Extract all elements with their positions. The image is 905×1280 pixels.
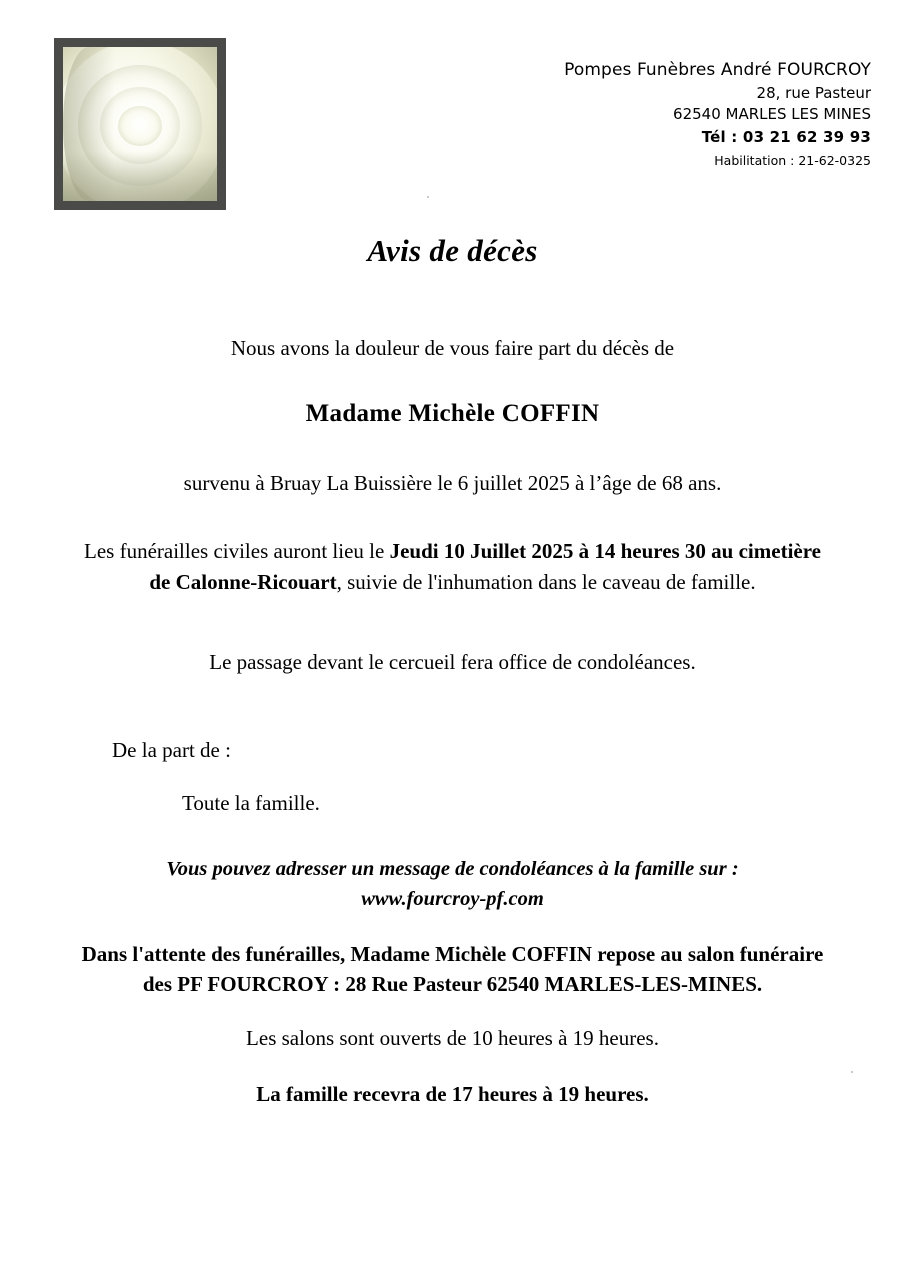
company-contact-block bbox=[564, 58, 871, 170]
scan-speck bbox=[427, 196, 429, 198]
scan-speck bbox=[851, 1071, 853, 1073]
company-city: 62540 MARLES LES MINES bbox=[673, 105, 871, 124]
page-title: Avis de décès bbox=[367, 233, 538, 268]
salon-opening-hours: Les salons sont ouverts de 10 heures à 19 heures. bbox=[246, 1026, 659, 1050]
company-habilitation: Habilitation : 21-62-0325 bbox=[714, 152, 871, 168]
funeral-cemetery: de Calonne-Ricouart bbox=[149, 570, 337, 594]
family-receiving-hours: La famille recevra de 17 heures à 19 heures. bbox=[256, 1082, 649, 1106]
company-phone: Tél : 03 21 62 39 93 bbox=[701, 128, 871, 147]
coffin-passage-note: Le passage devant le cercueil fera office de condoléances. bbox=[209, 650, 696, 674]
rose-shadow-bottom bbox=[63, 152, 217, 201]
condolences-invitation: Vous pouvez adresser un message de condoléances à la famille sur : bbox=[166, 858, 739, 880]
from-label: De la part de : bbox=[112, 738, 231, 762]
company-street: 28, rue Pasteur bbox=[756, 83, 871, 102]
document-header bbox=[0, 30, 905, 220]
intro-text: Nous avons la douleur de vous faire part du décès de bbox=[230, 336, 675, 360]
company-name: Pompes Funèbres André FOURCROY bbox=[564, 60, 871, 80]
repose-line-1: Dans l'attente des funérailles, Madame Michèle COFFIN repose au salon funéraire bbox=[81, 942, 824, 966]
rose-center bbox=[118, 106, 161, 146]
funeral-prefix: Les funérailles civiles auront lieu le bbox=[84, 539, 390, 563]
white-rose-icon bbox=[63, 47, 217, 201]
funeral-details-line-2 bbox=[0, 570, 905, 595]
repose-line-2: des PF FOURCROY : 28 Rue Pasteur 62540 MARLES-LES-MINES. bbox=[142, 972, 763, 996]
deceased-name: Madame Michèle COFFIN bbox=[305, 400, 600, 427]
funeral-burial-note: , suivie de l'inhumation dans le caveau de famille. bbox=[336, 570, 756, 594]
funeral-date-time: Jeudi 10 Juillet 2025 à 14 heures 30 au cimetière bbox=[389, 539, 821, 563]
funeral-details-line-1 bbox=[0, 539, 905, 564]
death-details: survenu à Bruay La Buissière le 6 juillet 2025 à l’âge de 68 ans. bbox=[183, 471, 722, 495]
condolences-website[interactable]: www.fourcroy-pf.com bbox=[361, 888, 544, 910]
from-value: Toute la famille. bbox=[182, 791, 320, 815]
rose-photo-frame bbox=[54, 38, 226, 210]
